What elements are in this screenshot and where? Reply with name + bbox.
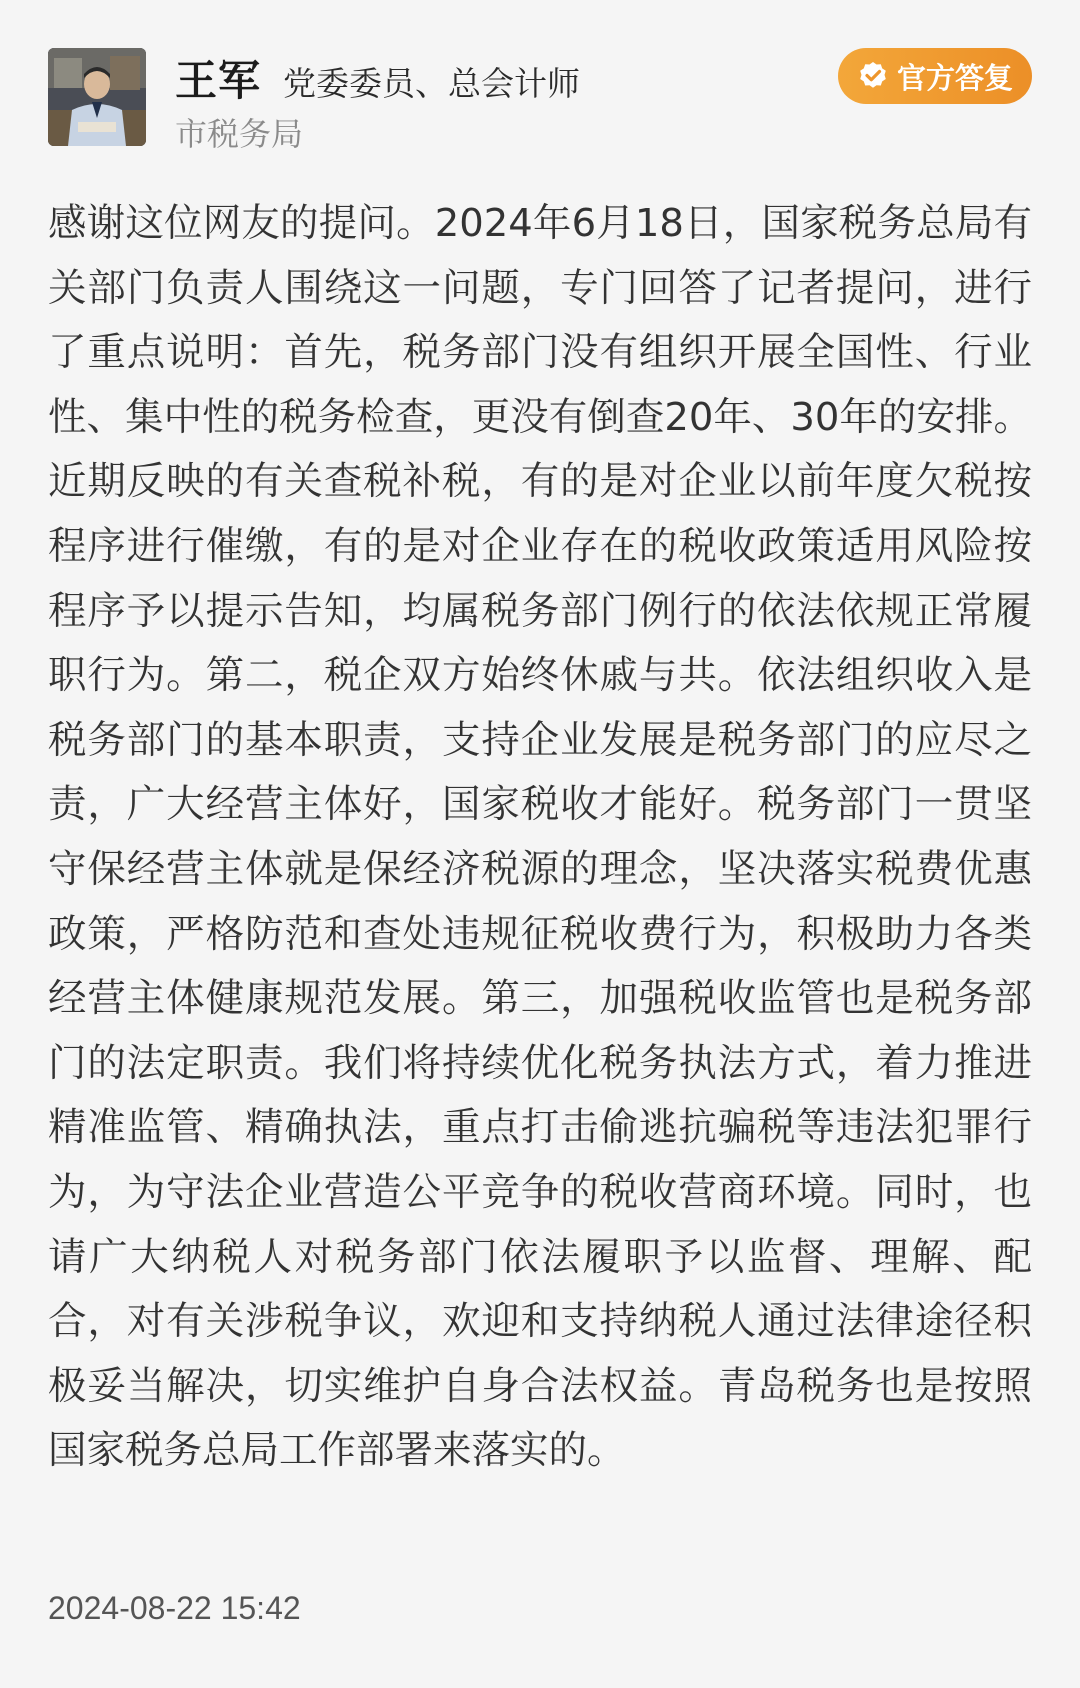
- verified-check-icon: [857, 60, 889, 92]
- avatar[interactable]: [48, 48, 146, 146]
- author-line: [175, 48, 580, 104]
- author-organization: 市税务局: [175, 115, 304, 153]
- badge-label: 官方答复: [896, 60, 1013, 95]
- avatar-photo: [48, 48, 146, 146]
- reply-header: [48, 48, 1032, 153]
- reply-content: 感谢这位网友的提问。2024年6月18日，国家税务总局有关部门负责人围绕这一问题，专门回答了记者提问，进行了重点说明：首先，税务部门没有组织开展全国性、行业性、集中性的税务检查，更没有倒查20年、30年的安排。近期反映的有关查税补税，有的是对企业以前年度欠税按程序进行催缴，有的是对企业存在的税收政策适用风险按程序予以提示告知，均属税务部门例行的依法依规正常履职行为。第二，税企双方始终休戚与共。依法组织收入是税务部门的基本职责，支持企业发展是税务部门的应尽之责，广大经营主体好，国家税收才能好。税务部门一贯坚守保经营主体就是保经济税源的理念，坚决落实税费优惠政策，严格防范和查处违规征税收费行为，积极助力各类经营主体健康规范发展。第三，加强税收监管也是税务部门的法定职责。我们将持续优化税务执法方式，着力推进精准监管、精确执法，重点打击偷逃抗骗税等违法犯罪行为，为守法企业营造公平竞争的税收营商环境。同时，也请广大纳税人对税务部门依法履职予以监督、理解、配合，对有关涉税争议，欢迎和支持纳税人通过法律途径积极妥当解决，切实维护自身合法权益。青岛税务也是按照国家税务总局工作部署来落实的。: [48, 201, 1032, 1474]
- official-reply-badge: [838, 48, 1032, 104]
- author-name[interactable]: 王军: [175, 56, 262, 105]
- author-title: 党委委员、总会计师: [283, 64, 581, 103]
- reply-timestamp: 2024-08-22 15:42: [48, 1590, 301, 1626]
